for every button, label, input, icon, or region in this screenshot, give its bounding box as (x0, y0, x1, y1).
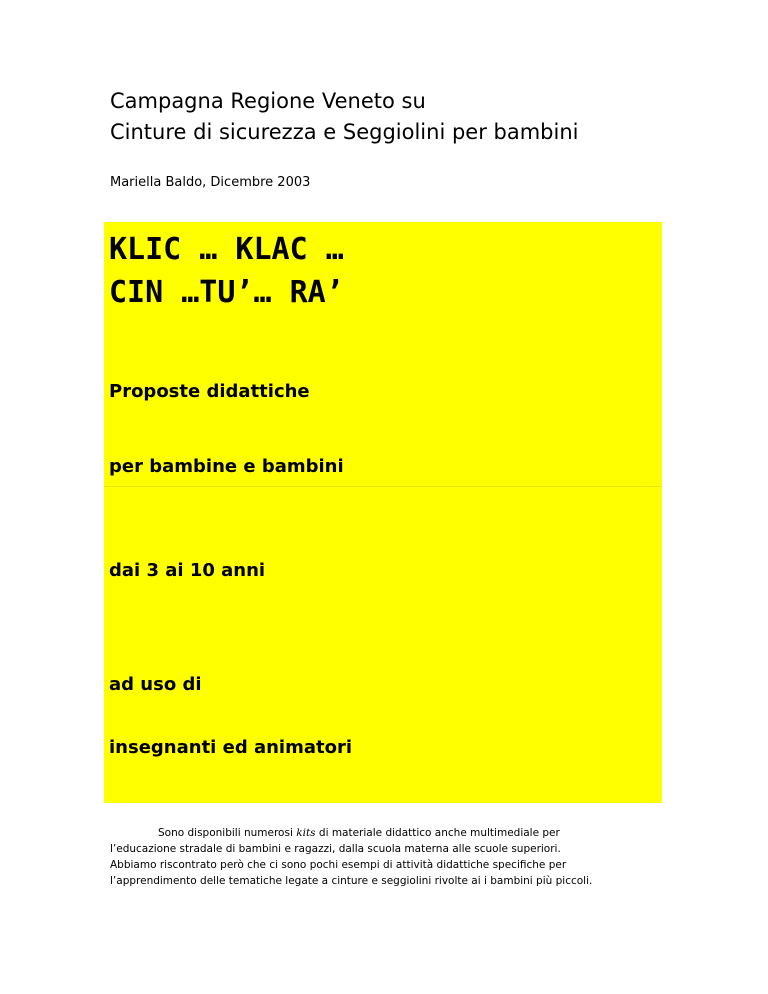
text-run: Sono disponibili numerosi (158, 827, 297, 839)
paragraph-line-3: Abbiamo riscontrato però che ci sono pochi esempi di attività didattiche specifiche per (110, 859, 567, 871)
document-title-line-2: Cinture di sicurezza e Seggiolini per bambini (110, 120, 579, 144)
cover-subtitle-usage: ad uso di (109, 674, 202, 695)
intro-paragraph (110, 825, 670, 889)
document-title-line-1: Campagna Regione Veneto su (110, 89, 426, 113)
cover-highlight-box (104, 222, 662, 803)
italic-term: kits (296, 827, 316, 839)
cover-subtitle-audience: per bambine e bambini (109, 456, 344, 477)
cover-subtitle-users: insegnanti ed animatori (109, 737, 353, 758)
text-run: di materiale didattico anche multimediale per (315, 827, 560, 839)
divider-line (104, 486, 662, 487)
author-date: Mariella Baldo, Dicembre 2003 (110, 175, 311, 190)
paragraph-line-2: l’educazione stradale di bambini e ragazzi, dalla scuola materna alle scuole superiori. (110, 843, 561, 855)
paragraph-line-1 (110, 825, 670, 841)
cover-heading-line-2: CIN …TU’… RA’ (109, 275, 344, 310)
cover-subtitle-proposals: Proposte didattiche (109, 381, 310, 402)
cover-subtitle-age-range: dai 3 ai 10 anni (109, 560, 266, 581)
paragraph-line-4: l’apprendimento delle tematiche legate a cinture e seggiolini rivolte ai i bambini più piccoli. (110, 875, 593, 887)
cover-heading-line-1: KLIC … KLAC … (109, 232, 344, 267)
